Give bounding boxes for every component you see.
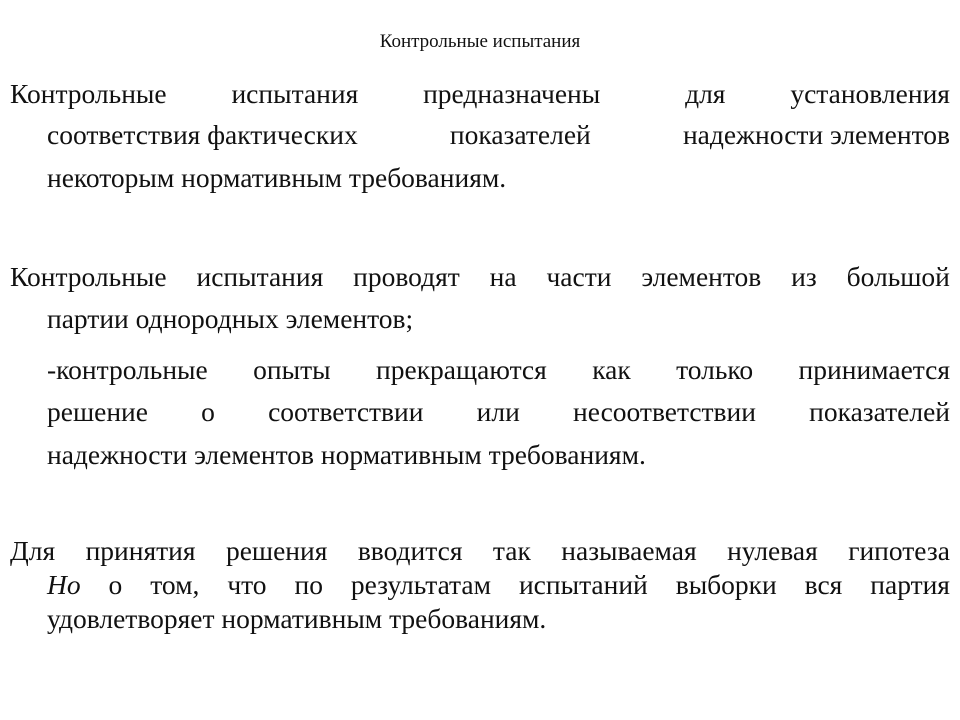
word: гипотеза (848, 535, 950, 566)
word: испытаний (518, 569, 648, 600)
word: принимается (798, 354, 950, 385)
word: вся (804, 569, 843, 600)
word: партия (870, 569, 950, 600)
word: результатам (350, 569, 492, 600)
word: как (592, 354, 631, 385)
word: решение (47, 396, 148, 427)
hypothesis-symbol: Но (47, 569, 81, 600)
word: прекращаются (376, 354, 547, 385)
word: о (201, 396, 215, 427)
text-line (10, 260, 950, 294)
word: партии однородных элементов; (47, 303, 414, 334)
word: том, (150, 569, 200, 600)
word: Для (10, 535, 56, 566)
word: на (489, 261, 517, 292)
word: решения (225, 535, 328, 566)
word: надежности элементов (682, 119, 950, 150)
word: называемая (561, 535, 697, 566)
word: большой (846, 261, 950, 292)
word: так (492, 535, 531, 566)
word: испытания (231, 78, 359, 109)
word: вводится (357, 535, 463, 566)
word: предназначены (423, 78, 601, 109)
text-line (47, 302, 950, 336)
word: для (685, 78, 726, 109)
word: Контрольные (10, 261, 167, 292)
word: опыты (253, 354, 331, 385)
text-line (47, 353, 950, 387)
word: проводят (353, 261, 460, 292)
word: или (476, 396, 520, 427)
word: показателей (809, 396, 950, 427)
text-line (10, 77, 950, 111)
word: -контрольные (47, 354, 208, 385)
text-line (47, 438, 950, 472)
word: только (676, 354, 754, 385)
word: соответствии (268, 396, 424, 427)
text-line (47, 568, 950, 602)
text-line (47, 602, 950, 636)
text-line (47, 118, 950, 152)
text-line (10, 534, 950, 568)
word: части (546, 261, 612, 292)
word: показателей (449, 119, 591, 150)
word: элементов (641, 261, 762, 292)
text-line (47, 161, 950, 195)
word: соответствия фактических (47, 119, 358, 150)
word: что (227, 569, 267, 600)
slide-title: Контрольные испытания (379, 31, 581, 52)
word: удовлетворяет нормативным требованиям. (47, 603, 547, 634)
text-line (47, 395, 950, 429)
word: о (108, 569, 123, 600)
word: несоответствии (572, 396, 756, 427)
word: установления (790, 78, 950, 109)
word: из (791, 261, 817, 292)
word: испытания (196, 261, 324, 292)
word: надежности элементов нормативным требованиям. (47, 439, 646, 470)
word: некоторым нормативным требованиям. (47, 162, 507, 193)
word: нулевая (727, 535, 818, 566)
word: Контрольные (10, 78, 167, 109)
word: выборки (675, 569, 777, 600)
word: по (294, 569, 323, 600)
word: принятия (85, 535, 196, 566)
